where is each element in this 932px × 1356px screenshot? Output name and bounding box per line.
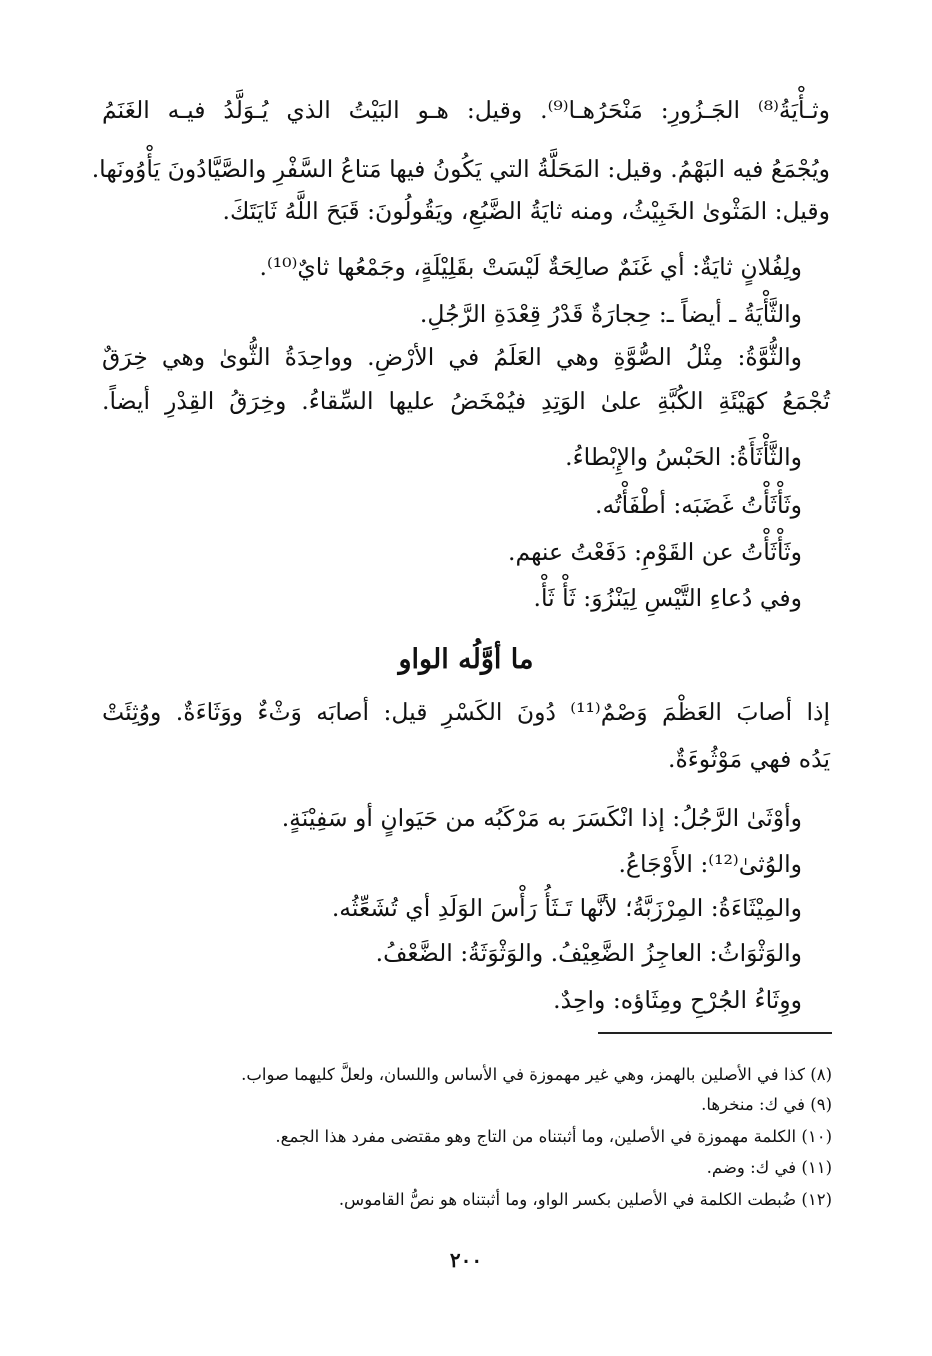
text-line: والثُّوَّةُ: مِثْلُ الصُّوَّةِ وهي العَلَمُ في الأرْضِ. وواحِدَةُ الثُّوىٰ وهي خِرَقٌ (102, 343, 802, 371)
footnote: (١٠) الكلمة مهموزة في الأصلين، وما أثبتناه من التاج وهو مقتضى مفرد هذا الجمع. (275, 1127, 832, 1146)
text-line: يَدُه فهي مَوْثُوءَةٌ. (667, 745, 830, 773)
text-line: إذا أصابَ العَظْمَ وَصْمٌ⁽¹¹⁾ دُونَ الكَسْرِ قيل: أصابَه وَثْءٌ ووَثَاءَةٌ. ووُثِئَتْ (102, 698, 831, 726)
footnote: (٩) في ك: منخرها. (701, 1095, 832, 1114)
section-heading: ما أوَّلُه الواو (398, 644, 534, 675)
text-line: وأوْثَىٰ الرَّجُلُ: إذا انْكَسَرَ به مَرْكَبُه من حَيَوانٍ أو سَفِيْنَةٍ. (281, 804, 802, 832)
text-line: والثَّأْثَأَةُ: الحَبْسُ والإِبْطاءُ. (565, 443, 802, 471)
text-line: وفي دُعاءِ التَّيْسِ لِيَنْزُوَ: ثَأْ ثَأْ. (533, 584, 802, 612)
text-line: والثَّأْيَةُ ـ أيضاً ـ: حِجارَةٌ قَدْرُ قِعْدَةِ الرَّجُلِ. (419, 300, 802, 328)
text-line: وثَأْثَأْتُ غَضَبَه: أطْفَأْتُه. (595, 491, 802, 519)
text-line: ويُجْمَعُ فيه البَهْمُ. وقيل: المَحَلَّةُ التي يَكُونُ فيها مَتاعُ السَّفْرِ والصَّيَّادُونَ يَأْوُونَها. (91, 155, 830, 183)
text-line: ووِثَاءُ الجُرْحِ ومِثَاؤه: واحِدٌ. (553, 986, 802, 1014)
text-line: والوُثىٰ⁽¹²⁾: الأَوْجَاعُ. (618, 850, 802, 878)
footnote: (٨) كذا في الأصلين بالهمز، وهي غير مهموزة في الأساس واللسان، ولعلَّ كليهما صواب. (241, 1065, 832, 1084)
text-line: والمِيْثَاءَةُ: المِرْزَبَّةُ؛ لأنَّها تَـثَأُ رَأْسَ الوَلَدِ أي تُشَعِّثُه. (331, 894, 802, 922)
footnote: (١١) في ك: وضم. (706, 1158, 832, 1177)
footnote-divider (598, 1032, 832, 1034)
text-line: وقيل: المَثْوىٰ الخَبِيْثُ، ومنه ثايَةُ الضَّبُعِ، ويَقُولُونَ: قَبَحَ اللَّهُ ثَايَتَكَ. (222, 197, 830, 225)
text-line: وثَأْثَأْتُ عن القَوْمِ: دَفَعْتُ عنهم. (507, 538, 802, 566)
page-number: ٢٠٠ (449, 1248, 483, 1272)
text-line: ولِفُلانٍ ثايَةٌ: أي غَنَمٌ صالِحَةٌ لَيْسَتْ بقَلِيْلَةٍ، وجَمْعُها ثايٌ⁽¹⁰⁾. (259, 253, 802, 281)
footnote: (١٢) ضُبطت الكلمة في الأصلين بكسر الواو، وما أثبتناه هو نصُّ القاموس. (338, 1190, 832, 1209)
text-line: والوَثْوَاثُ: العاجِزُ الضَّعِيْفُ. والوَثْوَثَةُ: الضَّعْفُ. (375, 939, 802, 967)
text-line: تُجْمَعُ كهَيْئَةِ الكُبَّةِ علىٰ الوَتِدِ فيُمْخَضُ عليها السِّقاءُ. وخِرَقُ القِدْرِ أيضاً. (102, 387, 830, 415)
text-line: وثـأْيَةُ⁽⁸⁾ الجَـزُورِ: مَنْحَرُهـا⁽⁹⁾. وقيل: هـو البَيْتُ الذي يُـوَلَّدُ فيـه الغَنَمُ (102, 96, 830, 124)
